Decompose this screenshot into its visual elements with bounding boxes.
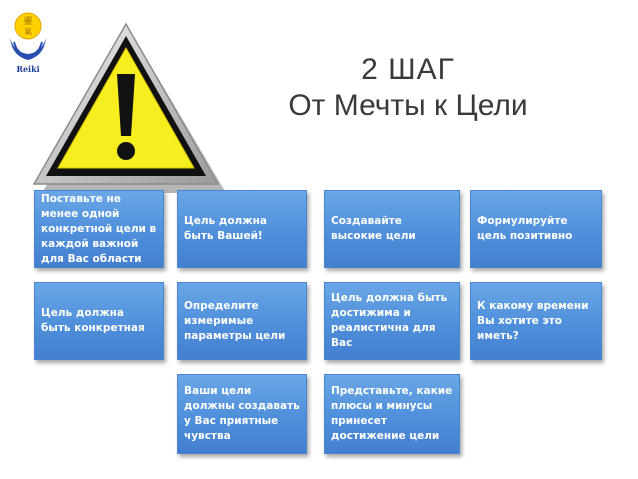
- goal-card-deadline: К какому времени Вы хотите это иметь?: [470, 282, 602, 360]
- goal-card-achievable: Цель должна быть достижима и реалистична для Вас: [324, 282, 460, 360]
- goal-card-measurable: Определите измеримые параметры цели: [177, 282, 307, 360]
- goal-card-pleasant-feelings: Ваши цели должны создавать у Вас приятные чувства: [177, 374, 307, 454]
- goal-card-specific-areas: Поставьте не менее одной конкретной цели в каждой важной для Вас области: [34, 190, 164, 268]
- svg-text:氣: 氣: [24, 27, 32, 36]
- title-step: 2 ШАГ: [361, 53, 455, 86]
- goal-card-high-goals: Создавайте высокие цели: [324, 190, 460, 268]
- goal-card-pros-cons: Представьте, какие плюсы и минусы принесет достижение цели: [324, 374, 460, 454]
- goal-card-concrete: Цель должна быть конкретная: [34, 282, 164, 360]
- goal-card-positive: Формулируйте цель позитивно: [470, 190, 602, 268]
- goal-card-yours: Цель должна быть Вашей!: [177, 190, 307, 268]
- svg-text:靈: 靈: [23, 17, 33, 27]
- slide-title: [228, 52, 588, 124]
- logo-text: Reiki: [16, 64, 40, 74]
- warning-sign-icon: [26, 18, 226, 196]
- title-subtitle: От Мечты к Цели: [288, 89, 528, 122]
